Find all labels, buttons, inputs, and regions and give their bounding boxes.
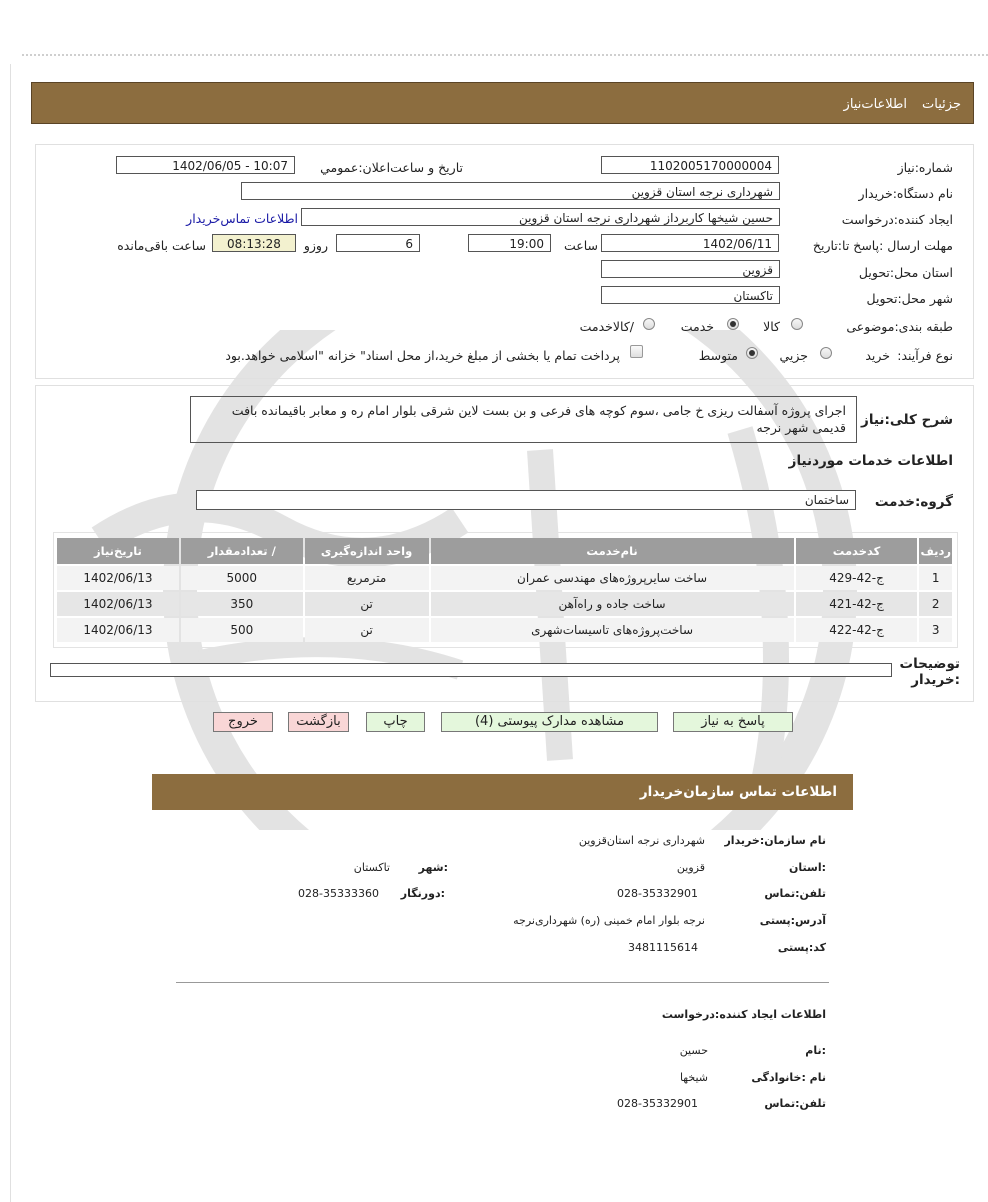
cell-date: 1402/06/13 (57, 592, 179, 616)
cell-unit: مترمربع (305, 566, 429, 590)
cell-row-no: 1 (919, 566, 952, 590)
contact-phone-value: 028-35332901 (617, 887, 698, 900)
cell-name: ساخت‌پروژه‌های تاسیسات‌شهری (431, 618, 794, 642)
col-header-code: کدخدمت (796, 538, 918, 564)
treasury-payment-checkbox[interactable] (630, 345, 643, 358)
buyer-org-label: نام دستگاه:خریدار (858, 186, 953, 201)
table-row (57, 566, 952, 590)
city-field: تاکستان (601, 286, 780, 304)
radio-goods-service[interactable] (643, 318, 655, 330)
services-table (55, 536, 954, 644)
radio-goods-service-label: /کالاخدمت (579, 319, 634, 334)
deadline-date-field: 1402/06/11 (601, 234, 779, 252)
process-buy-label: خرید (865, 348, 890, 363)
province-field: قزوین (601, 260, 780, 278)
creator-label: ایجاد کننده:درخواست (841, 212, 953, 227)
page-header-bar (31, 82, 974, 124)
exit-button[interactable]: خروج (213, 712, 273, 732)
org-name-label: نام سازمان:خریدار (724, 834, 826, 847)
summary-text: اجرای پروژه آسفالت ریزی خ جامی ،سوم کوچه های فرعی و بن بست لاین شرقی بلوار امام ره و معابر باقیمانده بافت قدیمی شهر نرجه (190, 396, 857, 443)
org-name-value: شهرداری نرجه استان‌قزوین (578, 834, 705, 847)
cell-unit: تن (305, 618, 429, 642)
buyer-notes-label: توضیحات :خریدار (899, 656, 960, 688)
remaining-time-field: 08:13:28 (212, 234, 296, 252)
cell-row-no: 2 (919, 592, 952, 616)
need-info-panel (35, 144, 974, 379)
creator-info-title: اطلاعات ایجاد کننده:درخواست (661, 1008, 826, 1021)
table-row (57, 592, 952, 616)
radio-goods[interactable] (791, 318, 803, 330)
need-number-label: شماره:نیاز (897, 160, 953, 175)
buyer-contact-title: اطلاعات تماس سازمان‌خریدار (639, 784, 837, 800)
radio-minor-label: جزيي (779, 348, 808, 363)
left-border-line (10, 64, 11, 1202)
back-button[interactable]: بازگشت (288, 712, 349, 732)
cell-name: ساخت جاده و راه‌آهن (431, 592, 794, 616)
remaining-time-label: ساعت باقی‌مانده (117, 238, 206, 253)
col-header-row-no: ردیف (919, 538, 952, 564)
contact-address-label: آدرس:پستی (759, 914, 826, 927)
deadline-time-field: 19:00 (468, 234, 551, 252)
creator-field: حسین شیخها کاربرداز شهرداری نرجه استان قزوین (301, 208, 780, 226)
print-button[interactable]: چاپ (366, 712, 425, 732)
creator-last-name-label: نام :خانوادگی (751, 1071, 826, 1084)
contact-phone-label: تلفن:تماس (764, 887, 826, 900)
cell-qty: 5000 (181, 566, 303, 590)
days-field: 6 (336, 234, 420, 252)
tab-details[interactable]: جزئیات (922, 97, 961, 112)
contact-fax-value: 028-35333360 (298, 887, 379, 900)
table-row (57, 618, 952, 642)
contact-postal-value: 3481115614 (628, 941, 698, 954)
col-header-unit: واحد اندازه‌گیری (305, 538, 429, 564)
treasury-payment-note: پرداخت تمام یا بخشی از مبلغ خرید،از محل اسناد" خزانه "اسلامی خواهد.بود (225, 348, 620, 363)
buyer-notes-field (50, 663, 892, 677)
contact-fax-label: :دورنگار (400, 887, 445, 900)
category-label: طبقه بندی:موضوعی (846, 319, 953, 334)
cell-code: ج-42-421 (796, 592, 918, 616)
buyer-contact-header (152, 774, 853, 810)
creator-first-name-value: حسین (679, 1044, 708, 1057)
radio-service[interactable] (727, 318, 739, 330)
reply-button[interactable]: پاسخ به نیاز (673, 712, 793, 732)
announce-date-field: 1402/06/05 - 10:07 (116, 156, 295, 174)
contact-address-value: نرجه بلوار امام خمینی (ره) شهرداری‌نرجه (513, 914, 705, 927)
deadline-time-label: ساعت (563, 238, 598, 253)
cell-name: ساخت سایرپروژه‌های مهندسی عمران (431, 566, 794, 590)
cell-qty: 500 (181, 618, 303, 642)
process-label: نوع فرآیند: (897, 348, 953, 363)
buyer-contact-link[interactable]: اطلاعات تماس‌خریدار (186, 211, 298, 226)
radio-medium-label: متوسط (698, 348, 738, 363)
cell-date: 1402/06/13 (57, 566, 179, 590)
cell-date: 1402/06/13 (57, 618, 179, 642)
cell-code: ج-42-429 (796, 566, 918, 590)
contact-city-value: تاکستان (353, 861, 390, 874)
radio-goods-label: کالا (763, 319, 780, 334)
contact-postal-label: کد:پستی (777, 941, 826, 954)
radio-medium[interactable] (746, 347, 758, 359)
creator-first-name-label: :نام (805, 1044, 826, 1057)
creator-phone-value: 028-35332901 (617, 1097, 698, 1110)
tab-need-info[interactable]: اطلاعات‌نیاز (843, 97, 907, 112)
table-header-row (57, 538, 952, 564)
radio-minor[interactable] (820, 347, 832, 359)
col-header-date: تاریخ‌نیاز (57, 538, 179, 564)
col-header-qty: / تعدادمقدار (181, 538, 303, 564)
service-group-field: ساختمان (196, 490, 856, 510)
col-header-name: نام‌خدمت (431, 538, 794, 564)
service-group-label: گروه:خدمت (874, 494, 953, 510)
radio-service-label: خدمت (680, 319, 714, 334)
announce-date-label: تاریخ و ساعت‌اعلان:عمومي (320, 160, 463, 175)
creator-phone-label: تلفن:تماس (764, 1097, 826, 1110)
cell-unit: تن (305, 592, 429, 616)
services-title: اطلاعات خدمات موردنیاز (788, 453, 953, 469)
contact-province-label: :استان (789, 861, 826, 874)
contact-province-value: قزوین (676, 861, 705, 874)
deadline-label: مهلت ارسال :پاسخ تا:تاریخ (812, 238, 953, 253)
city-label: شهر محل:تحویل (866, 291, 953, 306)
summary-label: شرح کلی:نیاز (861, 412, 953, 428)
contact-city-label: :شهر (418, 861, 448, 874)
province-label: استان محل:تحویل (858, 265, 953, 280)
cell-qty: 350 (181, 592, 303, 616)
days-label: روزو (303, 238, 328, 253)
cell-row-no: 3 (919, 618, 952, 642)
creator-last-name-value: شیخها (679, 1071, 708, 1084)
need-number-field: 1102005170000004 (601, 156, 779, 174)
section-divider (176, 982, 829, 983)
top-dotted-divider (22, 54, 988, 56)
buyer-org-field: شهرداری نرجه استان قزوین (241, 182, 780, 200)
cell-code: ج-42-422 (796, 618, 918, 642)
attachments-button[interactable]: مشاهده مدارک پیوستی (4) (441, 712, 658, 732)
